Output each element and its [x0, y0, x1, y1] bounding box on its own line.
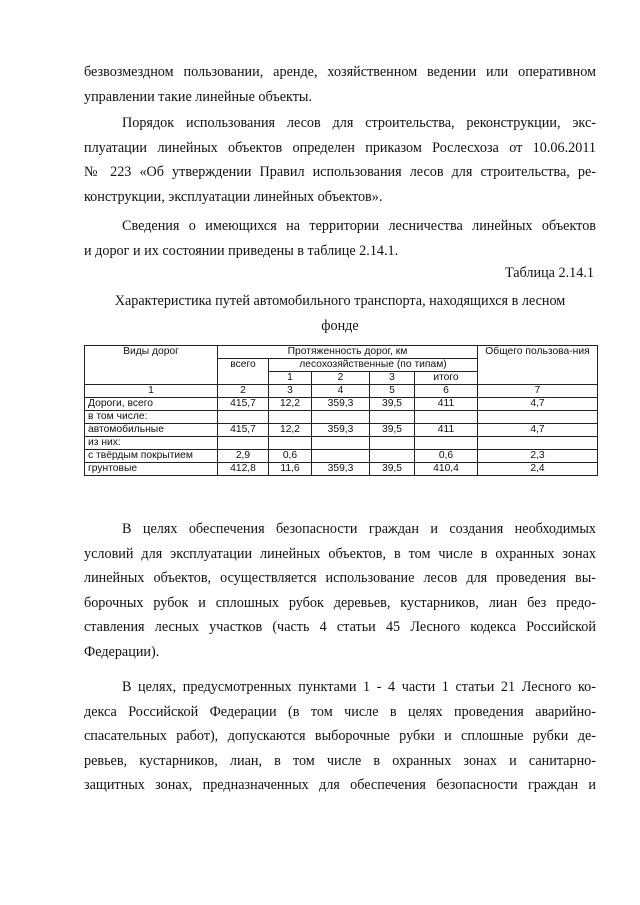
table-row — [85, 463, 598, 476]
paragraph-5-line-1: В целях, предусмотренных пунктами 1 - 4 части 1 статьи 21 Лесного ко- — [122, 679, 596, 695]
table-cell: 415,7 — [218, 398, 269, 411]
table-cell: 2,3 — [478, 450, 598, 463]
column-number: 3 — [269, 385, 312, 398]
column-number: 7 — [478, 385, 598, 398]
table-cell: 412,8 — [218, 463, 269, 476]
paragraph-1 — [84, 60, 596, 109]
table-title — [84, 289, 596, 338]
table-cell — [218, 411, 269, 424]
paragraph-2-line-4: конструкции, эксплуатации линейных объектов». — [84, 188, 383, 205]
paragraph-5-line-4: ревьев, кустарников, лиан, в том числе в охранных зонах и санитарно- — [84, 752, 596, 769]
table-cell: 0,6 — [415, 450, 478, 463]
table-cell: 0,6 — [269, 450, 312, 463]
paragraph-4-line-3: линейных объектов, осуществляется использование лесов для проведения вы- — [84, 570, 596, 587]
table-cell — [478, 437, 598, 450]
paragraph-1-line-1: безвозмездном пользовании, аренде, хозяйственном ведении или оперативном — [84, 64, 596, 80]
table-cell: 359,3 — [312, 398, 370, 411]
table-cell — [478, 411, 598, 424]
header-total: всего — [218, 359, 269, 385]
table-cell: 4,7 — [478, 398, 598, 411]
header-road-length: Протяженность дорог, км — [218, 346, 478, 359]
header-type-2: 2 — [312, 372, 370, 385]
paragraph-3 — [84, 214, 596, 263]
table-row — [85, 437, 598, 450]
table-cell: 359,3 — [312, 424, 370, 437]
table-cell — [269, 411, 312, 424]
column-number: 4 — [312, 385, 370, 398]
roads-table — [84, 345, 598, 476]
header-type-1: 1 — [269, 372, 312, 385]
table-cell: 12,2 — [269, 424, 312, 437]
table-title-line-2: фонде — [321, 317, 359, 334]
table-cell — [218, 437, 269, 450]
table-cell: автомобильные — [85, 424, 218, 437]
header-public-use: Общего пользова-ния — [478, 346, 598, 385]
paragraph-4-line-6: Федерации). — [84, 643, 160, 660]
table-cell: 39,5 — [370, 398, 415, 411]
table-cell: 39,5 — [370, 424, 415, 437]
header-type-3: 3 — [370, 372, 415, 385]
paragraph-2-line-2: плуатации линейных объектов определен приказом Рослесхоза от 10.06.2011 — [84, 139, 596, 156]
paragraph-2-line-3: № 223 «Об утверждении Правил использования лесов для строительства, ре- — [84, 164, 596, 181]
table-cell: 2,4 — [478, 463, 598, 476]
table-cell: 2,9 — [218, 450, 269, 463]
paragraph-4 — [84, 517, 596, 665]
table-cell — [269, 437, 312, 450]
paragraph-5 — [84, 675, 596, 798]
table-cell — [312, 437, 370, 450]
header-subtotal: итого — [415, 372, 478, 385]
table-cell — [415, 437, 478, 450]
header-road-types: Виды дорог — [85, 346, 218, 385]
table-cell: 11,6 — [269, 463, 312, 476]
paragraph-4-line-4: борочных рубок и сплошных рубок деревьев, кустарников, лиан без предо- — [84, 594, 596, 611]
table-number: Таблица 2.14.1 — [504, 265, 594, 281]
table-cell: 415,7 — [218, 424, 269, 437]
paragraph-4-line-5: ставления лесных участков (часть 4 статьи 45 Лесного кодекса Российской — [84, 619, 596, 636]
column-number: 1 — [85, 385, 218, 398]
paragraph-5-line-3: спасательных работ), допускаются выборочные рубки и сплошные рубки де- — [84, 728, 596, 745]
paragraph-4-line-2: условий для эксплуатации линейных объектов, в том числе в охранных зонах — [84, 545, 596, 562]
table-cell: Дороги, всего — [85, 398, 218, 411]
table-cell: 359,3 — [312, 463, 370, 476]
table-cell — [312, 411, 370, 424]
table-cell: 12,2 — [269, 398, 312, 411]
table-title-line-1: Характеристика путей автомобильного транспорта, находящихся в лесном — [114, 293, 566, 309]
table-cell — [370, 437, 415, 450]
table-column-numbers-row — [85, 385, 598, 398]
table-cell: 410,4 — [415, 463, 478, 476]
paragraph-3-line-2: и дорог и их состоянии приведены в таблице 2.14.1. — [84, 242, 399, 259]
column-number: 2 — [218, 385, 269, 398]
table-cell — [312, 450, 370, 463]
table-cell: 39,5 — [370, 463, 415, 476]
column-number: 5 — [370, 385, 415, 398]
table-cell: 411 — [415, 398, 478, 411]
paragraph-2-line-1: Порядок использования лесов для строительства, реконструкции, экс- — [122, 115, 596, 131]
table-row — [85, 411, 598, 424]
table-cell: 411 — [415, 424, 478, 437]
table-cell: из них: — [85, 437, 218, 450]
paragraph-3-line-1: Сведения о имеющихся на территории лесничества линейных объектов — [122, 218, 596, 234]
paragraph-5-line-5: защитных зонах, предназначенных для обеспечения безопасности граждан и — [84, 777, 596, 794]
table-cell: 4,7 — [478, 424, 598, 437]
column-number: 6 — [415, 385, 478, 398]
table-row — [85, 398, 598, 411]
paragraph-4-line-1: В целях обеспечения безопасности граждан и создания необходимых — [122, 521, 596, 537]
paragraph-2 — [84, 111, 596, 209]
table-cell: с твёрдым покрытием — [85, 450, 218, 463]
table-cell — [415, 411, 478, 424]
table-cell — [370, 411, 415, 424]
table-cell: грунтовые — [85, 463, 218, 476]
table-cell — [370, 450, 415, 463]
table-row — [85, 424, 598, 437]
paragraph-5-line-2: декса Российской Федерации (в том числе в целях проведения аварийно- — [84, 703, 596, 720]
table-header-row-1 — [85, 346, 598, 359]
table-cell: в том числе: — [85, 411, 218, 424]
table-row — [85, 450, 598, 463]
paragraph-1-line-2: управлении такие линейные объекты. — [84, 88, 312, 105]
header-forestry: лесохозяйственные (по типам) — [269, 359, 478, 372]
